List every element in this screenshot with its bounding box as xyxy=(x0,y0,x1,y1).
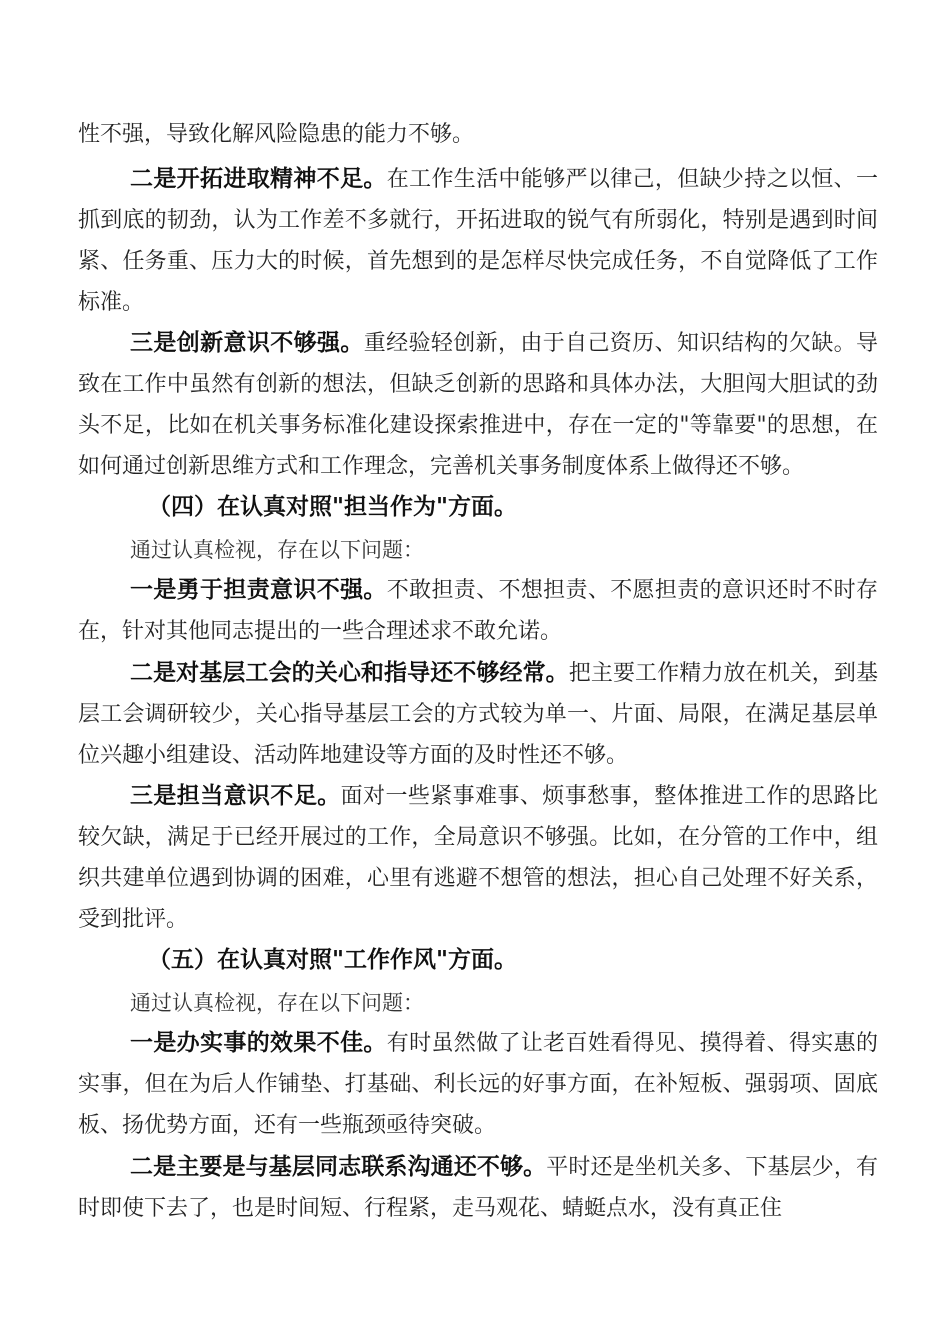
paragraph-body: 重经验轻创新，由于自己资历、知识结构的欠缺。导致在工作中虽然有创新的想法，但缺乏创新的思路和具体办法，大胆闯大胆试的劲头不足，比如在机关事务标准化建设探索推进中，存在一定的"等靠要"的思想，在如何通过创新思维方式和工作理念，完善机关事务制度体系上做得还不够。 xyxy=(78,331,878,479)
paragraph-lead: 一是勇于担责意识不强。 xyxy=(130,577,387,603)
paragraph-point-1-practical-results xyxy=(78,1023,878,1146)
paragraph-point-3-innovation xyxy=(78,323,878,487)
paragraph-lead: 三是创新意识不够强。 xyxy=(130,330,364,356)
paragraph-lead: 二是主要是与基层同志联系沟通还不够。 xyxy=(130,1154,547,1180)
paragraph-continuation xyxy=(78,114,878,155)
paragraph-lead: 三是担当意识不足。 xyxy=(130,783,341,809)
section-heading-5: （五）在认真对照"工作作风"方面。 xyxy=(148,947,517,973)
paragraph-body: 有时虽然做了让老百姓看得见、摸得着、得实惠的实事，但在为后人作铺垫、打基础、利长远的好事方面，在补短板、强弱项、固底板、扬优势方面，还有一些瓶颈亟待突破。 xyxy=(78,1031,878,1138)
document-page xyxy=(78,0,878,1344)
paragraph-point-2-enterprising xyxy=(78,159,878,323)
paragraph-body: 面对一些紧事难事、烦事愁事，整体推进工作的思路比较欠缺，满足于已经开展过的工作，全局意识不够强。比如，在分管的工作中，组织共建单位遇到协调的困难，心里有逃避不想管的想法，担心自己处理不好关系，受到批评。 xyxy=(78,784,878,932)
paragraph-body: 平时还是坐机关多、下基层少，有时即使下去了，也是时间短、行程紧，走马观花、蜻蜓点水，没有真正住 xyxy=(78,1155,878,1221)
paragraph-body: 在工作生活中能够严以律己，但缺少持之以恒、一抓到底的韧劲，认为工作差不多就行，开拓进取的锐气有所弱化，特别是遇到时间紧、任务重、压力大的时候，首先想到的是怎样尽快完成任务，不自觉降低了工作标准。 xyxy=(78,167,878,315)
paragraph-lead: 二是对基层工会的关心和指导还不够经常。 xyxy=(130,660,569,686)
paragraph-body: 把主要工作精力放在机关，到基层工会调研较少，关心指导基层工会的方式较为单一、片面、局限，在满足基层单位兴趣小组建设、活动阵地建设等方面的及时性还不够。 xyxy=(78,661,878,768)
paragraph-body: 性不强，导致化解风险隐患的能力不够。 xyxy=(78,122,475,147)
section-heading-4: （四）在认真对照"担当作为"方面。 xyxy=(148,494,517,520)
paragraph-point-2-grassroots-contact xyxy=(78,1147,878,1229)
paragraph-lead: 一是办实事的效果不佳。 xyxy=(130,1030,387,1056)
section-intro-4: 通过认真检视，存在以下问题： xyxy=(130,538,424,562)
section-intro-5: 通过认真检视，存在以下问题： xyxy=(130,991,424,1015)
paragraph-point-1-responsibility xyxy=(78,570,878,652)
paragraph-point-3-accountability xyxy=(78,776,878,940)
paragraph-point-2-union-guidance xyxy=(78,653,878,776)
paragraph-body: 不敢担责、不想担责、不愿担责的意识还时不时存在，针对其他同志提出的一些合理述求不敢允诺。 xyxy=(78,578,878,644)
paragraph-lead: 二是开拓进取精神不足。 xyxy=(130,166,387,192)
